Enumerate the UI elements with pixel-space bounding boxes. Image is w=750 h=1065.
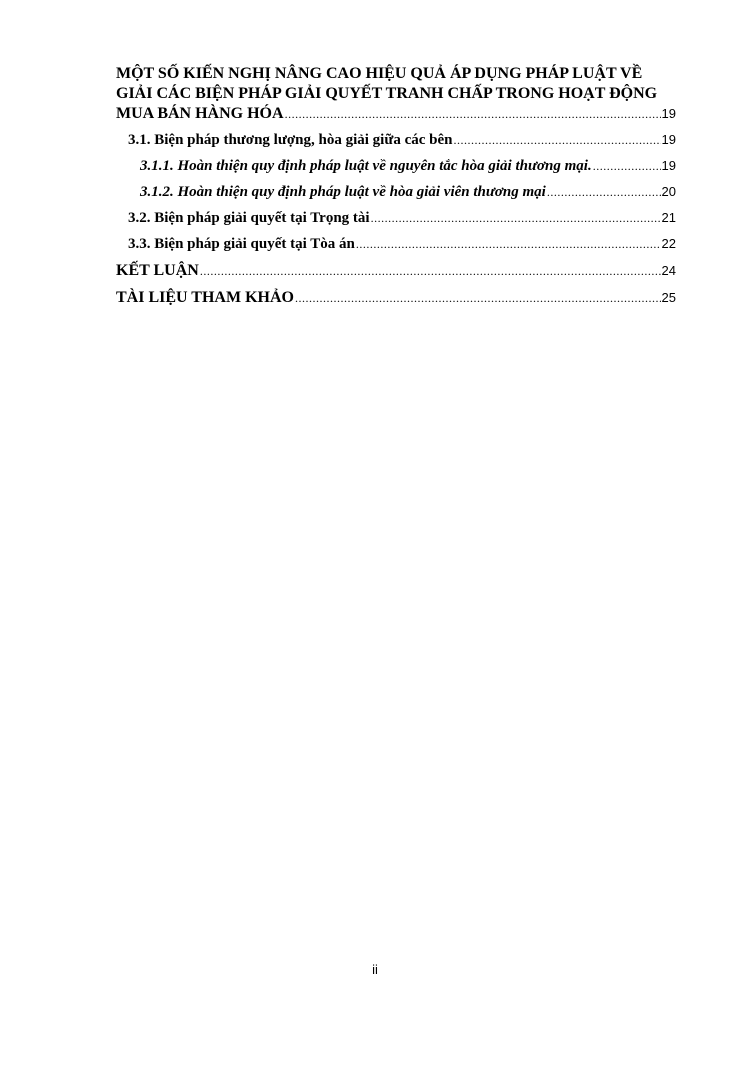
toc-page-number: 19	[661, 106, 676, 121]
toc-entry-label: 3.2. Biện pháp giải quyết tại Trọng tài	[128, 210, 370, 226]
table-of-contents	[116, 64, 676, 307]
toc-leader-dots	[371, 211, 661, 226]
page-footer-number: ii	[372, 962, 378, 977]
toc-chapter-3-title-line-1: MỘT SỐ KIẾN NGHỊ NÂNG CAO HIỆU QUẢ ÁP DỤNG PHÁP LUẬT VỀ	[116, 65, 643, 82]
toc-page-number: 20	[661, 184, 676, 199]
toc-chapter-3-title-line-3: MUA BÁN HÀNG HÓA	[116, 105, 284, 122]
toc-entry-3-1[interactable]	[116, 132, 676, 149]
toc-entry-label: 3.3. Biện pháp giải quyết tại Tòa án	[128, 236, 355, 252]
toc-chapter-3-title-line-2: GIẢI CÁC BIỆN PHÁP GIẢI QUYẾT TRANH CHẤP TRONG HOẠT ĐỘNG	[116, 85, 658, 102]
toc-entry-label: 3.1.2. Hoàn thiện quy định pháp luật về hòa giải viên thương mại	[140, 184, 546, 200]
toc-entry-tai-lieu-tham-khao[interactable]	[116, 289, 676, 307]
toc-page-number: 19	[661, 132, 676, 147]
toc-leader-dots	[356, 237, 661, 252]
toc-entry-3-1-2[interactable]	[116, 184, 676, 201]
toc-page-number: 19	[661, 158, 676, 173]
toc-leader-dots	[547, 185, 661, 200]
toc-entry-3-2[interactable]	[116, 210, 676, 227]
toc-leader-dots	[454, 133, 661, 148]
toc-entry-label: 3.1. Biện pháp thương lượng, hòa giải giữa các bên	[128, 132, 453, 148]
toc-chapter-3-title-line-3-row	[116, 104, 676, 124]
toc-leader-dots	[285, 104, 661, 124]
toc-entry-label: TÀI LIỆU THAM KHẢO	[116, 289, 294, 306]
toc-page-number: 22	[661, 236, 676, 251]
toc-leader-dots	[200, 264, 661, 279]
toc-leader-dots	[593, 159, 661, 174]
toc-page-number: 24	[661, 263, 676, 278]
toc-leader-dots	[295, 291, 661, 306]
toc-entry-3-3[interactable]	[116, 236, 676, 253]
toc-entry-3-1-1[interactable]	[116, 158, 676, 175]
toc-entry-label: KẾT LUẬN	[116, 262, 199, 279]
toc-entry-label: 3.1.1. Hoàn thiện quy định pháp luật về nguyên tắc hòa giải thương mại.	[140, 158, 592, 174]
toc-entry-ket-luan[interactable]	[116, 262, 676, 280]
toc-page-number: 21	[661, 210, 676, 225]
toc-chapter-3-heading[interactable]	[116, 64, 676, 124]
toc-page-number: 25	[661, 290, 676, 305]
